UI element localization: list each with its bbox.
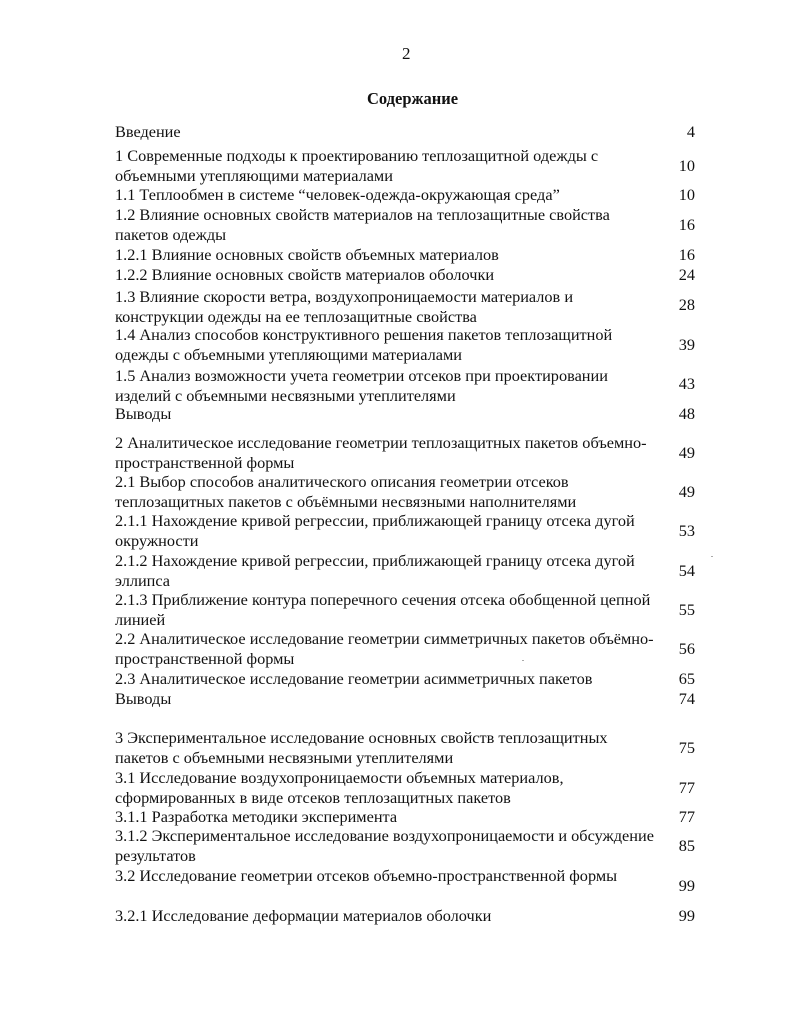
toc-entry-text: Выводы	[115, 404, 172, 423]
toc-entry	[115, 146, 695, 186]
toc-entry	[115, 472, 695, 512]
toc-entry-text: 1.4 Анализ способов конструктивного решения пакетов теплозащитной одежды с объемными утепляющими материалами	[115, 325, 613, 364]
toc-entry-page: 49	[678, 443, 695, 462]
toc-entry	[115, 629, 695, 669]
toc-entry	[115, 122, 695, 142]
toc-entry-page: 48	[678, 404, 695, 423]
toc-entry-text: 3.1 Исследование воздухопроницаемости объемных материалов, сформированных в виде отсеков теплозащитных пакетов	[115, 768, 564, 807]
toc-entry-page: 55	[678, 600, 695, 619]
toc-entry-page: 77	[678, 778, 695, 797]
toc-entry-page: 65	[678, 669, 695, 688]
toc-entry-text: 3.2 Исследование геометрии отсеков объемно-пространственной формы	[115, 866, 618, 885]
toc-entry-text: 1.1 Теплообмен в системе “человек-одежда-окружающая среда”	[115, 185, 560, 204]
toc-entry-page: 39	[678, 335, 695, 354]
toc-entry-page: 4	[686, 122, 695, 141]
toc-entry-text: 1 Современные подходы к проектированию теплозащитной одежды с объемными утепляющими материалами	[115, 146, 599, 185]
toc-entry-text: 2 Аналитическое исследование геометрии теплозащитных пакетов объемно-пространственной формы	[115, 433, 647, 472]
toc-entry-page: 74	[678, 689, 695, 708]
toc-entry-page: 24	[678, 265, 695, 284]
toc-entry	[115, 768, 695, 808]
toc-entry	[115, 287, 695, 327]
scan-speck	[711, 556, 713, 557]
toc-entry	[115, 826, 695, 866]
toc-entry	[115, 669, 695, 689]
toc-entry-page: 56	[678, 639, 695, 658]
toc-entry-text: 3.1.1 Разработка методики эксперимента	[115, 807, 398, 826]
toc-entry	[115, 689, 695, 709]
toc-entry-text: 1.2.2 Влияние основных свойств материалов оболочки	[115, 265, 495, 284]
toc-entry-text: Выводы	[115, 689, 172, 708]
toc-entry-page: 54	[678, 561, 695, 580]
toc-entry-page: 99	[678, 876, 695, 895]
toc-entry	[115, 511, 695, 551]
toc-entry-text: 1.2.1 Влияние основных свойств объемных материалов	[115, 245, 499, 264]
toc-entry	[115, 185, 695, 205]
toc-entry-page: 85	[678, 836, 695, 855]
toc-entry-page: 75	[678, 738, 695, 757]
toc-entry	[115, 807, 695, 827]
toc-entry-page: 28	[678, 295, 695, 314]
toc-entry-text: 2.3 Аналитическое исследование геометрии асимметричных пакетов	[115, 669, 593, 688]
toc-entry	[115, 433, 695, 473]
toc-entry-page: 16	[678, 245, 695, 264]
toc-entry	[115, 906, 695, 926]
toc-entry-text: Введение	[115, 122, 181, 141]
toc-entry	[115, 590, 695, 630]
toc-entry-page: 10	[678, 185, 695, 204]
toc-entry	[115, 404, 695, 424]
page-number: 2	[402, 44, 411, 63]
toc-entry-page: 10	[678, 156, 695, 175]
toc-entry-text: 2.1.1 Нахождение кривой регрессии, приближающей границу отсека дугой окружности	[115, 511, 635, 550]
toc-entry	[115, 366, 695, 406]
toc-entry	[115, 728, 695, 768]
toc-entry-page: 77	[678, 807, 695, 826]
toc-entry-text: 2.2 Аналитическое исследование геометрии симметричных пакетов объёмно-пространственной формы	[115, 629, 654, 668]
toc-entry-text: 3.1.2 Экспериментальное исследование воздухопроницаемости и обсуждение результатов	[115, 826, 654, 865]
toc-entry-page: 49	[678, 482, 695, 501]
toc-entry-text: 3.2.1 Исследование деформации материалов оболочки	[115, 906, 492, 925]
toc-entry-text: 1.3 Влияние скорости ветра, воздухопроницаемости материалов и конструкции одежды на ее теплозащитные свойства	[115, 287, 574, 326]
toc-entry	[115, 551, 695, 591]
toc-entry	[115, 325, 695, 365]
toc-entry-page: 43	[678, 374, 695, 393]
toc-entry-page: 99	[678, 906, 695, 925]
toc-entry	[115, 265, 695, 285]
toc-entry-page: 16	[678, 215, 695, 234]
toc-entry	[115, 205, 695, 245]
toc-entry-text: 1.5 Анализ возможности учета геометрии отсеков при проектировании изделий с объемными несвязными утеплителями	[115, 366, 608, 405]
toc-entry-text: 3 Экспериментальное исследование основных свойств теплозащитных пакетов с объемными несвязными утеплителями	[115, 728, 608, 767]
toc-entry-text: 1.2 Влияние основных свойств материалов на теплозащитные свойства пакетов одежды	[115, 205, 610, 244]
toc-entry-text: 2.1 Выбор способов аналитического описания геометрии отсеков теплозащитных пакетов с объёмными несвязными наполнителями	[115, 472, 577, 511]
toc-entry	[115, 245, 695, 265]
scan-speck	[522, 660, 524, 661]
toc-entry	[115, 866, 695, 906]
toc-entry-page: 53	[678, 521, 695, 540]
toc-entry-text: 2.1.2 Нахождение кривой регрессии, приближающей границу отсека дугой эллипса	[115, 551, 635, 590]
page-title: Содержание	[366, 89, 459, 108]
toc-entry-text: 2.1.3 Приближение контура поперечного сечения отсека обобщенной цепной линией	[115, 590, 651, 629]
